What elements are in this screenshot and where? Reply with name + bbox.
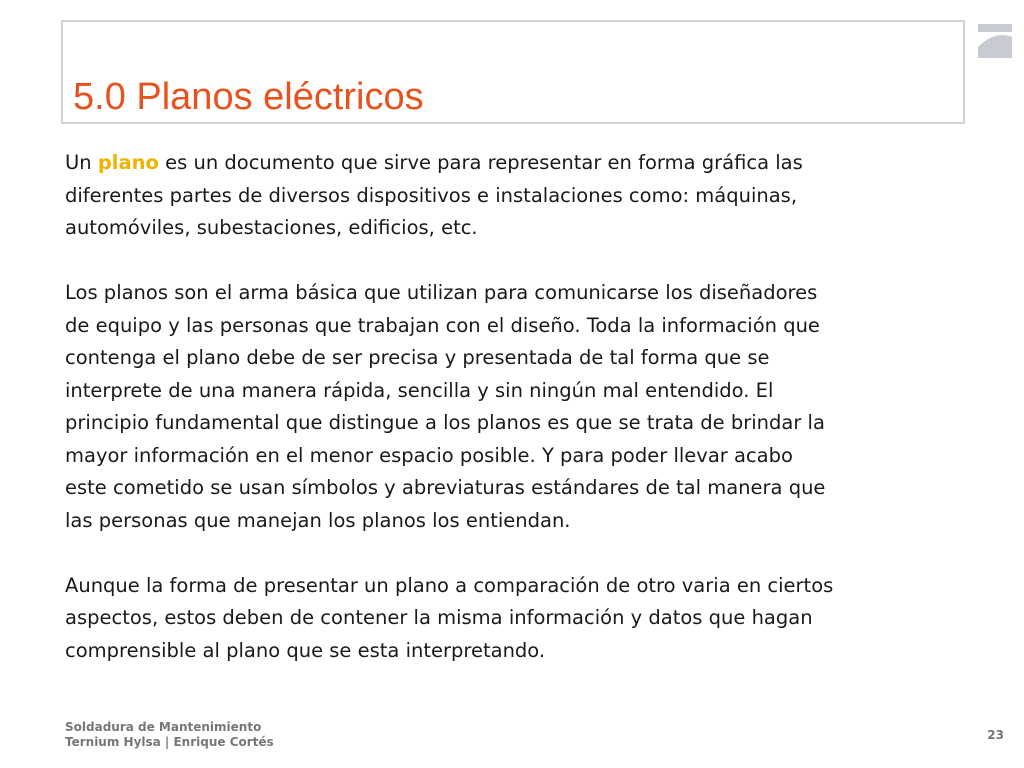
highlight-term: plano [97,151,159,174]
paragraph-purpose: Los planos son el arma básica que utilizan para comunicarse los diseñadores de equipo y las personas que trabajan con el diseño. Toda la información que contenga el plano debe de ser precisa y presentada de tal forma que se interprete de una manera rápida, sencilla y sin ningún mal entendido. El principio fundamental que distingue a los planos es que se trata de brindar la mayor información en el menor espacio posible. Y para poder llevar acabo este cometido se usan símbolos y abreviaturas estándares de tal manera que las personas que manejan los planos los entiendan. [65,281,826,532]
paragraph-definition-rest: es un documento que sirve para representar en forma gráfica las diferentes partes de diversos dispositivos e instalaciones como: máquinas, automóviles, subestaciones, edificios, etc. [65,151,803,239]
footer-author: Ternium Hylsa | Enrique Cortés [65,735,274,749]
page-number: 23 [987,728,1004,742]
slide-title: 5.0 Planos eléctricos [73,76,424,118]
footer [65,720,274,750]
paragraph-definition [65,147,985,245]
ternium-logo-icon [975,20,1015,62]
paragraph-intro: Un [65,151,98,174]
paragraph-content: Aunque la forma de presentar un plano a comparación de otro varia en ciertos aspectos, estos deben de contener la misma información y datos que hagan comprensible al plano que se esta interpretando. [65,573,834,662]
body-text [65,147,985,667]
title-box [61,20,965,124]
footer-course: Soldadura de Mantenimiento [65,720,262,734]
